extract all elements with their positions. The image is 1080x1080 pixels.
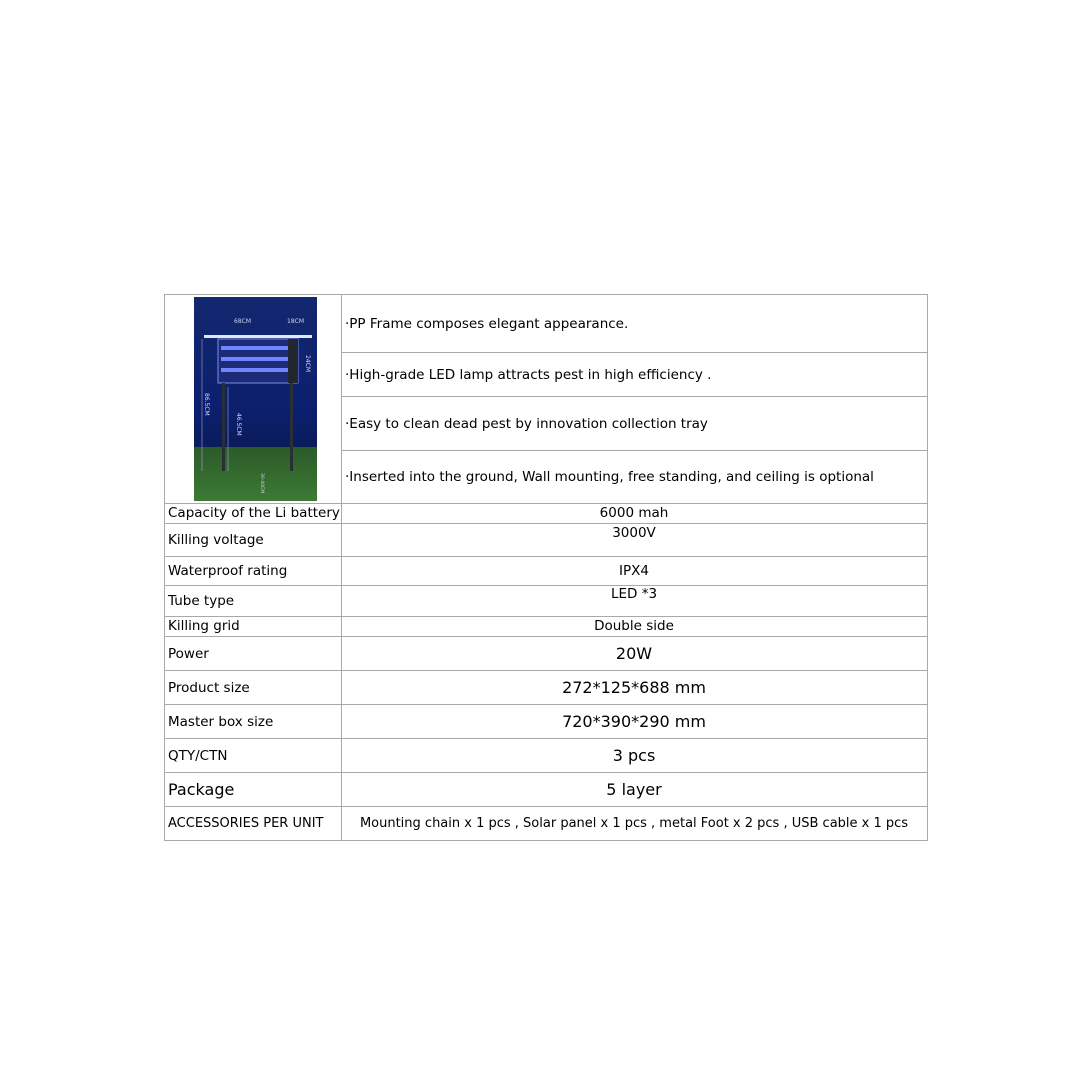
spec-value-waterproof: IPX4 — [619, 563, 649, 579]
product-photo — [194, 297, 317, 501]
row-divider — [164, 294, 927, 295]
spec-label-master-box: Master box size — [168, 714, 274, 730]
feature-mounting: ·Inserted into the ground, Wall mounting, free standing, and ceiling is optional — [345, 469, 874, 485]
spec-label-accessories: ACCESSORIES PER UNIT — [168, 816, 324, 831]
row-divider — [164, 616, 927, 617]
spec-sheet-table — [164, 294, 928, 842]
row-divider — [164, 523, 927, 524]
spec-label-product-size: Product size — [168, 680, 250, 696]
spec-value-battery: 6000 mah — [599, 505, 669, 521]
svg-text:30-40CM: 30-40CM — [259, 473, 264, 494]
feature-led-lamp: ·High-grade LED lamp attracts pest in high efficiency . — [345, 367, 712, 383]
svg-text:46.5CM: 46.5CM — [235, 413, 242, 436]
spec-label-tube: Tube type — [168, 593, 235, 609]
spec-value-voltage: 3000V — [612, 525, 656, 541]
svg-text:24CM: 24CM — [304, 355, 311, 373]
lamp-roof — [204, 335, 312, 338]
row-divider — [341, 396, 927, 397]
feature-frame: ·PP Frame composes elegant appearance. — [345, 316, 629, 332]
row-divider — [164, 556, 927, 557]
row-divider — [164, 670, 927, 671]
lamp-post — [290, 383, 293, 471]
spec-value-product-size: 272*125*688 mm — [562, 678, 706, 697]
spec-value-accessories: Mounting chain x 1 pcs , Solar panel x 1 pcs , metal Foot x 2 pcs , USB cable x 1 pcs — [359, 816, 909, 831]
row-divider — [164, 806, 927, 807]
spec-value-tube: LED *3 — [610, 586, 658, 602]
row-divider — [164, 772, 927, 773]
row-divider — [164, 738, 927, 739]
row-divider — [164, 503, 927, 504]
svg-text:86.5CM: 86.5CM — [203, 393, 210, 416]
spec-label-battery: Capacity of the Li battery — [168, 505, 340, 521]
spec-value-power: 20W — [615, 644, 653, 663]
row-divider — [164, 840, 927, 841]
spec-label-grid: Killing grid — [168, 618, 240, 634]
spec-value-master-box: 720*390*290 mm — [562, 712, 706, 731]
row-divider — [164, 636, 927, 637]
spec-value-grid: Double side — [594, 618, 674, 634]
svg-text:68CM: 68CM — [234, 318, 252, 325]
spec-label-qty: QTY/CTN — [168, 748, 228, 764]
spec-value-qty: 3 pcs — [612, 746, 656, 765]
svg-text:18CM: 18CM — [287, 318, 305, 325]
spec-label-voltage: Killing voltage — [168, 532, 264, 548]
spec-label-package: Package — [168, 780, 235, 799]
feature-collection-tray: ·Easy to clean dead pest by innovation collection tray — [345, 416, 708, 432]
row-divider — [341, 352, 927, 353]
column-divider — [164, 294, 165, 841]
spec-value-package: 5 layer — [606, 780, 662, 799]
row-divider — [164, 704, 927, 705]
lamp-post — [222, 383, 225, 471]
spec-label-waterproof: Waterproof rating — [168, 563, 288, 579]
row-divider — [341, 450, 927, 451]
column-divider — [927, 294, 928, 841]
spec-label-power: Power — [168, 646, 209, 662]
